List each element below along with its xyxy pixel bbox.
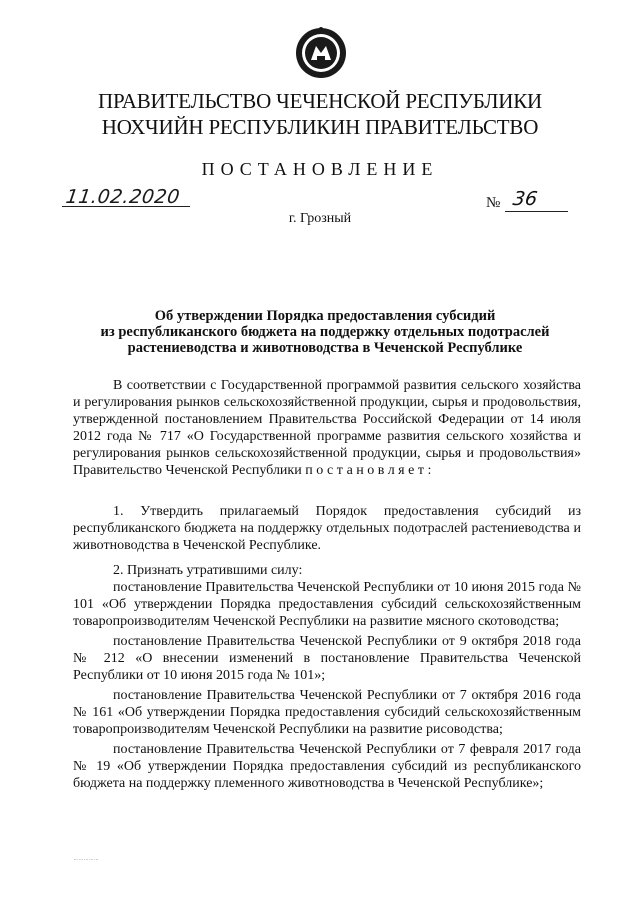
repealed-entry-4: постановление Правительства Чеченской Республики от 7 февраля 2017 года № 19 «Об утверждении Порядка предоставления субсидий из республиканского бюджета на поддержку племенного животноводства в Чеченской Республике»; <box>73 742 581 791</box>
government-name-russian: ПРАВИТЕЛЬСТВО ЧЕЧЕНСКОЙ РЕСПУБЛИКИ <box>98 89 542 113</box>
preamble-text: В соответствии с Государственной программой развития сельского хозяйства и регулирования рынков сельскохозяйственной продукции, сырья и продовольствия, утвержденной постановлением Правительства Российской Федерации от 14 июля 2012 года № 717 «О Государственной программе развития сельского хозяйства и регулирования рынков сельскохозяйственной продукции, сырья и продовольствия» Правительство Чеченской Республики <box>73 378 581 478</box>
item-1 <box>73 503 581 554</box>
document-type: ПОСТАНОВЛЕНИЕ <box>201 159 439 179</box>
preamble <box>73 377 581 479</box>
title-line-2: из республиканского бюджета на поддержку отдельных подотраслей <box>100 324 550 340</box>
item-1-text: 1. Утвердить прилагаемый Порядок предоставления субсидий из республиканского бюджета на поддержку отдельных подотраслей растениеводства и животноводства в Чеченской Республике. <box>73 504 581 553</box>
title-line-1: Об утверждении Порядка предоставления субсидий <box>154 308 496 324</box>
repealed-entry-3: постановление Правительства Чеченской Республики от 7 октября 2016 года № 161 «Об утверждении Порядка предоставления субсидий сельскохозяйственным товаропроизводителям Чеченской Республики на развитие рисоводства; <box>73 688 581 737</box>
government-name-chechen: НОХЧИЙН РЕСПУБЛИКИН ПРАВИТЕЛЬСТВО <box>101 115 539 139</box>
city: г. Грозный <box>288 211 352 226</box>
document-date: 11.02.2020 <box>64 186 182 208</box>
document-title <box>80 308 570 356</box>
title-line-3: растениеводства и животноводства в Чеченской Республике <box>127 340 523 356</box>
footer-print-marks: ··· ··· ··· ··· ··· <box>74 857 99 862</box>
coat-of-arms-emblem <box>294 26 348 80</box>
number-label: № <box>486 195 501 211</box>
item-2-heading: 2. Признать утратившими силу: <box>113 563 303 578</box>
item-2 <box>73 562 581 792</box>
repealed-entry-2: постановление Правительства Чеченской Республики от 9 октября 2018 года № 212 «О внесении изменений в постановление Правительства Чеченской Республики от 10 июня 2015 года № 101»; <box>73 634 581 683</box>
date-underline <box>62 206 190 207</box>
resolve-word: постановляет: <box>305 463 435 478</box>
repealed-entry-1: постановление Правительства Чеченской Республики от 10 июня 2015 года № 101 «Об утверждении Порядка предоставления субсидий сельскохозяйственным товаропроизводителям Чеченской Республики на развитие мясного скотоводства; <box>73 580 581 629</box>
document-number: 36 <box>511 188 539 210</box>
